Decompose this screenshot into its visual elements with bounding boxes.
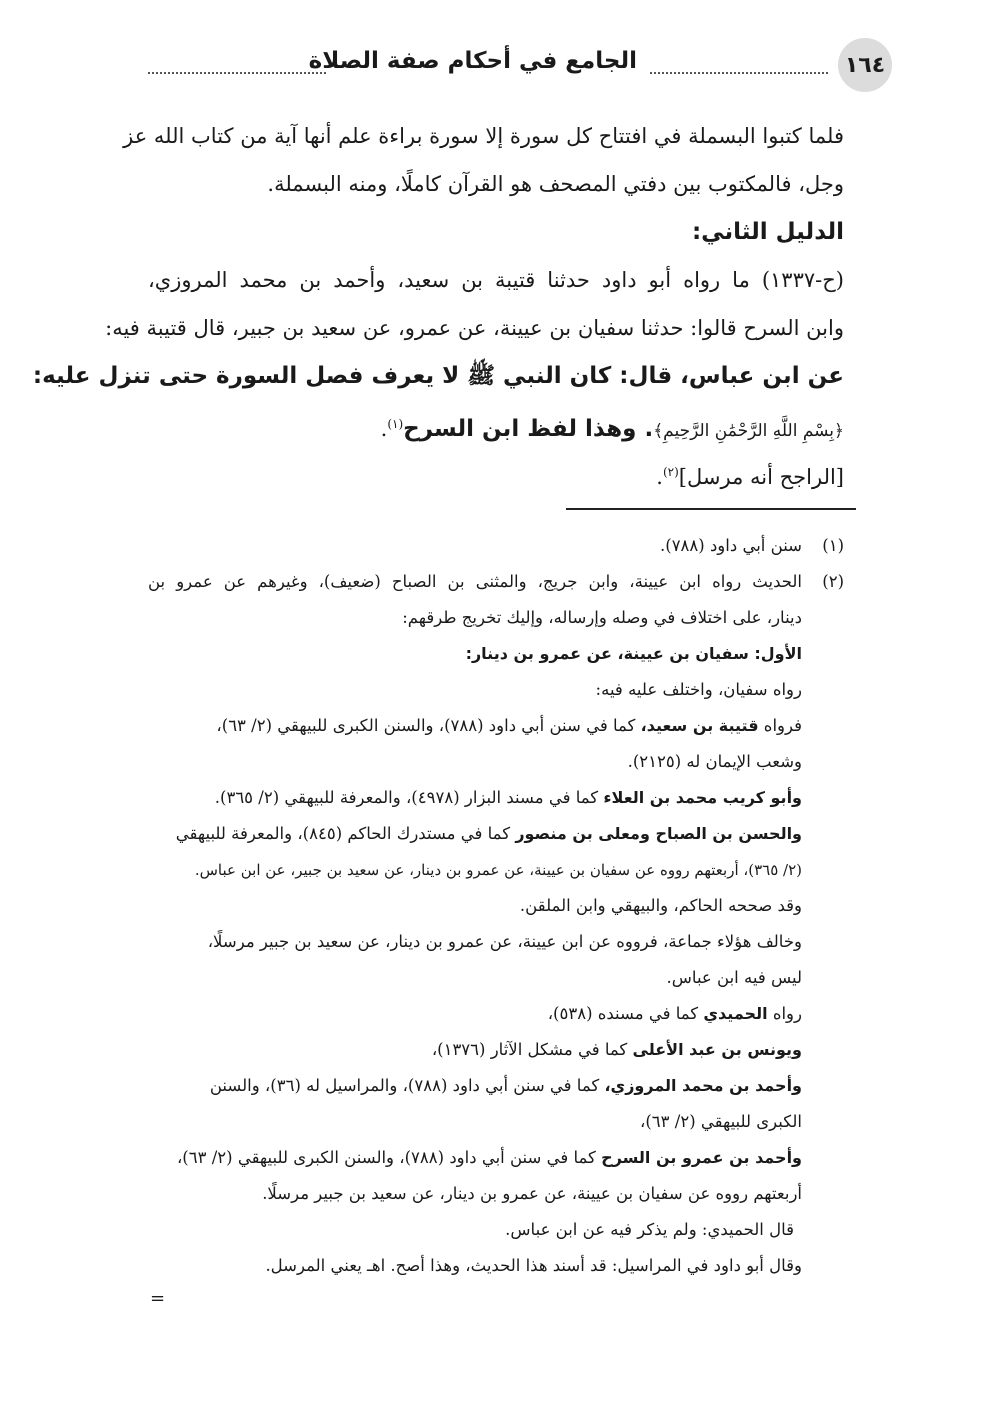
footnote-text: رواه (767, 1004, 802, 1023)
narrator-name: ويونس بن عبد الأعلى (632, 1040, 802, 1059)
footnote-line (148, 780, 844, 816)
page-header (148, 38, 892, 100)
footnote-text: كما في مسند البزار (٤٩٧٨)، والمعرفة للبيهقي (٢/ ٣٦٥). (214, 788, 604, 807)
footnote-ref: (١) (387, 417, 404, 431)
verdict (148, 448, 844, 496)
hadith-text: عن ابن عباس، قال: كان النبي ﷺ لا يعرف فصل السورة حتى تنزل عليه: (32, 363, 844, 389)
hadith-attribution: . وهذا لفظ ابن السرح (403, 416, 654, 442)
punctuation: . (656, 465, 663, 489)
paragraph-line: وجل، فالمكتوب بين دفتي المصحف هو القرآن كاملًا، ومنه البسملة. (267, 172, 844, 196)
footnote-line (148, 708, 844, 744)
footnote-text: كما في سنن أبي داود (٧٨٨)، والمراسيل له (٣٦)، والسنن (209, 1076, 605, 1095)
footnote-2 (148, 564, 844, 600)
narrator-name: وأحمد بن عمرو بن السرح (601, 1148, 802, 1167)
footnote-ref: (٢) (662, 465, 679, 479)
paragraph-line: فلما كتبوا البسملة في افتتاح كل سورة إلا سورة براءة علم أنها آية من كتاب الله عز (123, 124, 844, 148)
narrator-name: والحسن بن الصباح ومعلى بن منصور (515, 824, 802, 843)
footnote-text: فرواه (758, 716, 802, 735)
punctuation: . (380, 417, 388, 441)
footnote-line: وشعب الإيمان له (٢١٢٥). (627, 752, 802, 771)
footnote-line: وخالف هؤلاء جماعة، فرووه عن ابن عيينة، عن عمرو بن دينار، عن سعيد بن جبير مرسلًا، (207, 932, 802, 951)
footnote-text: كما في سنن أبي داود (٧٨٨)، والسنن الكبرى للبيهقي (٢/ ٦٣)، (176, 1148, 602, 1167)
header-divider-right (650, 72, 828, 74)
footnote-line (148, 1068, 844, 1104)
footnote-separator (566, 508, 856, 510)
narrator-name: الحميدي (703, 1004, 768, 1023)
footnote-line: قال الحميدي: ولم يذكر فيه عن ابن عباس. (505, 1220, 794, 1239)
footnote-line: دينار، على اختلاف في وصله وإرساله، وإليك تخريج طرقهم: (402, 608, 802, 627)
footnote-line: أربعتهم رووه عن سفيان بن عيينة، عن عمرو بن دينار، عن سعيد بن جبير مرسلًا. (262, 1184, 802, 1203)
narrator-name: قتيبة بن سعيد، (640, 716, 759, 735)
main-text (32, 112, 844, 496)
footnote-subheading: الأول: سفيان بن عيينة، عن عمرو بن دينار: (465, 644, 802, 663)
footnote-line (148, 1140, 844, 1176)
footnote-text: كما في مستدرك الحاكم (٨٤٥)، والمعرفة للبيهقي (175, 824, 516, 843)
narrator-name: وأبو كريب محمد بن العلاء (603, 788, 802, 807)
footnote-number: (٢) (822, 572, 844, 591)
continuation-mark: = (150, 1288, 166, 1309)
footnote-number: (١) (822, 536, 844, 555)
narrator-name: وأحمد بن محمد المروزي، (604, 1076, 802, 1095)
basmala: ﴿بِسْمِ اللَّهِ الرَّحْمَٰنِ الرَّحِيمِ﴾ (653, 421, 844, 441)
footnote-text: الحديث رواه ابن عيينة، وابن جريج، والمثنى بن الصباح (ضعيف)، وغيرهم عن عمرو بن (148, 572, 802, 591)
paragraph-line: (ح-١٣٣٧) ما رواه أبو داود حدثنا قتيبة بن سعيد، وأحمد بن محمد المروزي، (148, 268, 844, 292)
footnote-line (148, 996, 844, 1032)
footnote-line: (٢/ ٣٦٥)، أربعتهم رووه عن سفيان بن عيينة، عن عمرو بن دينار، عن سعيد بن جبير، عن ابن عباس. (194, 861, 802, 879)
hadith-text-continued (148, 400, 844, 448)
footnote-line (148, 816, 844, 852)
footnote-line: الكبرى للبيهقي (٢/ ٦٣)، (640, 1112, 802, 1131)
footnote-text: سنن أبي داود (٧٨٨). (660, 536, 802, 555)
footnote-1 (148, 528, 844, 564)
footnotes (148, 528, 844, 1284)
verdict-text: [الراجح أنه مرسل] (678, 465, 844, 489)
footnote-line: وقد صححه الحاكم، والبيهقي وابن الملقن. (519, 896, 802, 915)
footnote-line (148, 1032, 844, 1068)
footnote-line: رواه سفيان، واختلف عليه فيه: (595, 680, 802, 699)
paragraph-line: وابن السرح قالوا: حدثنا سفيان بن عيينة، عن عمرو، عن سعيد بن جبير، قال قتيبة فيه: (105, 316, 844, 340)
running-title: الجامع في أحكام صفة الصلاة (308, 48, 637, 74)
header-divider-left (148, 72, 326, 74)
footnote-text: كما في مشكل الآثار (١٣٧٦)، (431, 1040, 633, 1059)
footnote-text: كما في سنن أبي داود (٧٨٨)، والسنن الكبرى للبيهقي (٢/ ٦٣)، (216, 716, 641, 735)
section-heading: الدليل الثاني: (691, 219, 844, 245)
footnote-line: ليس فيه ابن عباس. (666, 968, 802, 987)
footnote-text: كما في مسنده (٥٣٨)، (547, 1004, 704, 1023)
footnote-line: وقال أبو داود في المراسيل: قد أسند هذا الحديث، وهذا أصح. اهـ يعني المرسل. (265, 1256, 802, 1275)
page-number: ١٦٤ (838, 38, 892, 92)
